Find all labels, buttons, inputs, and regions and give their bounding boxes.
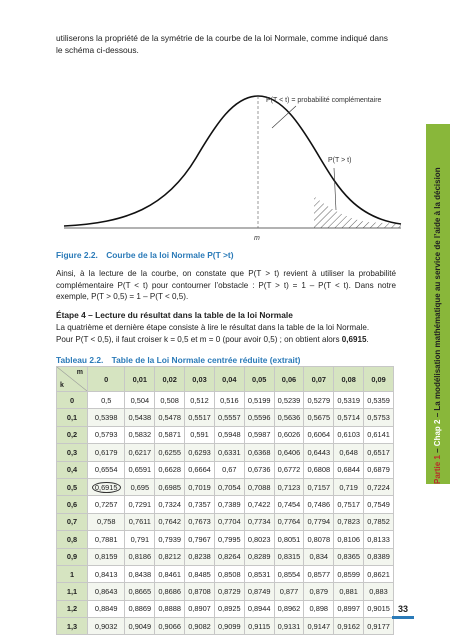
table-cell: 0,8729	[214, 583, 244, 600]
table-cell: 0,7054	[214, 478, 244, 495]
table-cell: 0,5675	[304, 409, 334, 426]
table-row	[57, 565, 394, 582]
table-cell: 0,6179	[88, 444, 125, 461]
table-cell: 0,6808	[304, 461, 334, 478]
paragraph-step4	[56, 322, 396, 345]
column-header: 0	[88, 367, 125, 392]
table-cell: 0,8438	[125, 565, 155, 582]
table-cell: 0,879	[304, 583, 334, 600]
table-cell: 0,8577	[304, 565, 334, 582]
table-cell: 0,8023	[244, 531, 274, 548]
corner-k-label: k	[60, 382, 64, 389]
side-part-label: Partie 1	[433, 455, 442, 484]
row-header: 0,1	[57, 409, 88, 426]
normal-table	[56, 366, 394, 635]
table-cell: 0,719	[334, 478, 364, 495]
table-cell: 0,5753	[364, 409, 394, 426]
table-cell: 0,7764	[274, 513, 304, 530]
side-title-label: La modélisation mathématique au service de l’aide à la décision	[433, 167, 442, 411]
table-cell: 0,7549	[364, 496, 394, 513]
table-cell: 0,9177	[364, 618, 394, 635]
side-chap-label: Chap 2	[433, 419, 442, 447]
table-cell: 0,877	[274, 583, 304, 600]
table-cell: 0,512	[185, 392, 215, 409]
table-row	[57, 444, 394, 461]
table-cell: 0,6879	[364, 461, 394, 478]
table-cell: 0,5596	[244, 409, 274, 426]
table-cell: 0,9082	[185, 618, 215, 635]
table-row	[57, 513, 394, 530]
table-cell: 0,5359	[364, 392, 394, 409]
table-cell: 0,8485	[185, 565, 215, 582]
table-caption-text: Table de la Loi Normale centrée réduite (extrait)	[111, 355, 301, 365]
table-cell: 0,8389	[364, 548, 394, 565]
table-cell: 0,6406	[274, 444, 304, 461]
table-cell: 0,7422	[244, 496, 274, 513]
table-cell: 0,7704	[214, 513, 244, 530]
table-cell: 0,8962	[274, 600, 304, 617]
table-cell: 0,881	[334, 583, 364, 600]
table-cell: 0,5239	[274, 392, 304, 409]
table-cell: 0,7852	[364, 513, 394, 530]
table-cell: 0,7257	[88, 496, 125, 513]
paragraph-step4-end: .	[366, 334, 369, 344]
table-cell: 0,7673	[185, 513, 215, 530]
normal-curve-figure	[56, 68, 406, 246]
table-cell: 0,6736	[244, 461, 274, 478]
table-cell: 0,9131	[274, 618, 304, 635]
table-row	[57, 583, 394, 600]
table-cell: 0,7291	[125, 496, 155, 513]
table-cell: 0,8106	[334, 531, 364, 548]
table-cell: 0,7389	[214, 496, 244, 513]
table-cell: 0,5793	[88, 426, 125, 443]
table-cell: 0,7088	[244, 478, 274, 495]
table-cell: 0,6217	[125, 444, 155, 461]
row-header: 0	[57, 392, 88, 409]
table-cell: 0,8133	[364, 531, 394, 548]
table-cell: 0,9049	[125, 618, 155, 635]
figure-caption-label: Figure 2.2.	[56, 250, 98, 260]
table-cell: 0,516	[214, 392, 244, 409]
table-row	[57, 618, 394, 635]
column-header: 0,09	[364, 367, 394, 392]
table-cell: 0,7157	[304, 478, 334, 495]
table-cell: 0,8051	[274, 531, 304, 548]
column-header: 0,08	[334, 367, 364, 392]
table-cell: 0,6554	[88, 461, 125, 478]
table-cell: 0,695	[125, 478, 155, 495]
table-row	[57, 600, 394, 617]
table-cell: 0,8212	[155, 548, 185, 565]
tail-arrow	[334, 168, 336, 210]
table-cell: 0,5987	[244, 426, 274, 443]
table-cell: 0,7324	[155, 496, 185, 513]
tail-area	[314, 196, 401, 228]
table-cell: 0,6443	[304, 444, 334, 461]
table-cell: 0,8907	[185, 600, 215, 617]
result-value: 0,6915	[341, 334, 367, 344]
table-cell: 0,883	[364, 583, 394, 600]
table-cell: 0,7642	[155, 513, 185, 530]
table-cell: 0,5948	[214, 426, 244, 443]
table-cell: 0,8749	[244, 583, 274, 600]
table-cell: 0,6628	[155, 461, 185, 478]
table-cell: 0,8997	[334, 600, 364, 617]
intro-paragraph: utiliserons la propriété de la symétrie de la courbe de la loi Normale, comme indiqué dans le schéma ci-dessous.	[56, 33, 388, 55]
paragraph-complement: Ainsi, à la lecture de la courbe, on constate que P(T > t) revient à utiliser la probabilité complémentaire P(T < t) pour contourner l’obstacle : P(T > t) = 1 – P(T < t). Dans notre exemple, P(T > 0,5) = 1 – P(T < 0,5).	[56, 269, 396, 302]
table-cell: 0,6985	[155, 478, 185, 495]
table-cell: 0,5714	[334, 409, 364, 426]
page-number: 33	[392, 602, 414, 619]
table-row	[57, 478, 394, 495]
table-cell: 0,8621	[364, 565, 394, 582]
table-cell: 0,6844	[334, 461, 364, 478]
table-body	[57, 392, 394, 635]
paragraph-step4-a: La quatrième et dernière étape consiste à lire le résultat dans la table de la loi Normale.	[56, 323, 370, 332]
table-cell: 0,6664	[185, 461, 215, 478]
table-row	[57, 531, 394, 548]
row-header: 0,4	[57, 461, 88, 478]
table-cell: 0,8944	[244, 600, 274, 617]
table-cell: 0,6255	[155, 444, 185, 461]
column-header: 0,04	[214, 367, 244, 392]
row-header: 1,3	[57, 618, 88, 635]
table-cell: 0,7823	[334, 513, 364, 530]
row-header: 0,8	[57, 531, 88, 548]
table-cell: 0,8554	[274, 565, 304, 582]
table-cell: 0,8159	[88, 548, 125, 565]
table-cell: 0,8531	[244, 565, 274, 582]
table-row	[57, 461, 394, 478]
table-cell: 0,8665	[125, 583, 155, 600]
row-header: 0,7	[57, 513, 88, 530]
table-cell: 0,898	[304, 600, 334, 617]
table-cell: 0,7995	[214, 531, 244, 548]
table-cell: 0,6064	[304, 426, 334, 443]
table-cell: 0,8686	[155, 583, 185, 600]
table-cell: 0,5832	[125, 426, 155, 443]
table-cell: 0,6103	[334, 426, 364, 443]
table-cell: 0,5199	[244, 392, 274, 409]
table-cell: 0,5478	[155, 409, 185, 426]
table-cell: 0,6368	[244, 444, 274, 461]
figure-caption	[56, 250, 234, 260]
table-cell: 0,9032	[88, 618, 125, 635]
table-cell: 0,7019	[185, 478, 215, 495]
table-caption	[56, 355, 300, 365]
table-cell: 0,8643	[88, 583, 125, 600]
table-cell: 0,6591	[125, 461, 155, 478]
table-cell: 0,7734	[244, 513, 274, 530]
table-cell: 0,7611	[125, 513, 155, 530]
tail-label: P(T > t)	[328, 157, 352, 164]
table-cell: 0,9066	[155, 618, 185, 635]
table-cell: 0,7224	[364, 478, 394, 495]
table-cell: 0,7454	[274, 496, 304, 513]
table-cell: 0,8413	[88, 565, 125, 582]
table-cell: 0,8289	[244, 548, 274, 565]
table-header-row	[57, 367, 394, 392]
mean-label: m	[254, 235, 260, 242]
step4-title: Étape 4 – Lecture du résultat dans la table de la loi Normale	[56, 310, 293, 320]
table-cell: 0,8599	[334, 565, 364, 582]
column-header: 0,05	[244, 367, 274, 392]
table-cell: 0,5636	[274, 409, 304, 426]
table-cell: 0,758	[88, 513, 125, 530]
table-cell: 0,6331	[214, 444, 244, 461]
complement-label: P(T < t) = probabilité complémentaire	[266, 97, 382, 104]
table-cell: 0,9099	[214, 618, 244, 635]
table-cell: 0,7486	[304, 496, 334, 513]
table-cell: 0,9162	[334, 618, 364, 635]
column-header: 0,01	[125, 367, 155, 392]
table-cell: 0,9015	[364, 600, 394, 617]
table-cell: 0,8315	[274, 548, 304, 565]
table-cell: 0,7939	[155, 531, 185, 548]
table-cell: 0,9115	[244, 618, 274, 635]
table-cell: 0,7881	[88, 531, 125, 548]
table-cell: 0,791	[125, 531, 155, 548]
table-cell: 0,8888	[155, 600, 185, 617]
row-header: 0,5	[57, 478, 88, 495]
table-cell: 0,7517	[334, 496, 364, 513]
row-header: 0,3	[57, 444, 88, 461]
row-header: 1,1	[57, 583, 88, 600]
column-header: 0,02	[155, 367, 185, 392]
table-cell: 0,8461	[155, 565, 185, 582]
table-cell: 0,834	[304, 548, 334, 565]
table-cell: 0,8869	[125, 600, 155, 617]
paragraph-step4-b: Pour P(T < 0,5), il faut croiser k = 0,5 et m = 0 (pour avoir 0,5) ; on obtient alors	[56, 334, 342, 344]
table-cell: 0,5871	[155, 426, 185, 443]
table-caption-label: Tableau 2.2.	[56, 355, 104, 365]
table-cell: 0,8508	[214, 565, 244, 582]
row-header: 0,9	[57, 548, 88, 565]
table-cell: 0,6517	[364, 444, 394, 461]
table-cell: 0,8264	[214, 548, 244, 565]
table-cell: 0,8365	[334, 548, 364, 565]
table-cell: 0,8849	[88, 600, 125, 617]
table-cell: 0,7967	[185, 531, 215, 548]
table-cell: 0,8238	[185, 548, 215, 565]
table-row	[57, 426, 394, 443]
table-cell: 0,504	[125, 392, 155, 409]
table-cell: 0,6141	[364, 426, 394, 443]
table-cell: 0,5557	[214, 409, 244, 426]
table-cell: 0,8078	[304, 531, 334, 548]
table-cell: 0,5438	[125, 409, 155, 426]
table-row	[57, 496, 394, 513]
table-cell: 0,8186	[125, 548, 155, 565]
table-cell: 0,6026	[274, 426, 304, 443]
table-cell: 0,9147	[304, 618, 334, 635]
table-cell: 0,508	[155, 392, 185, 409]
table-cell: 0,5	[88, 392, 125, 409]
highlighted-cell-value: 0,6915	[92, 482, 121, 493]
row-header: 0,6	[57, 496, 88, 513]
table-cell: 0,67	[214, 461, 244, 478]
table-cell: 0,648	[334, 444, 364, 461]
table-cell: 0,7794	[304, 513, 334, 530]
table-cell	[88, 478, 125, 495]
row-header: 1	[57, 565, 88, 582]
table-row	[57, 392, 394, 409]
column-header: 0,03	[185, 367, 215, 392]
row-header: 1,2	[57, 600, 88, 617]
corner-m-label: m	[76, 369, 83, 376]
row-header: 0,2	[57, 426, 88, 443]
table-cell: 0,5279	[304, 392, 334, 409]
table-cell: 0,7357	[185, 496, 215, 513]
column-header: 0,07	[304, 367, 334, 392]
column-header: 0,06	[274, 367, 304, 392]
table-cell: 0,8708	[185, 583, 215, 600]
table-cell: 0,6293	[185, 444, 215, 461]
figure-caption-text: Courbe de la loi Normale P(T >t)	[106, 250, 234, 260]
table-cell: 0,7123	[274, 478, 304, 495]
table-cell: 0,591	[185, 426, 215, 443]
table-corner-cell	[57, 367, 88, 392]
table-row	[57, 548, 394, 565]
table-row	[57, 409, 394, 426]
table-cell: 0,5319	[334, 392, 364, 409]
side-tab-text: Partie 1 – Chap 2 – La modélisation mathématique au service de l’aide à la décision	[433, 167, 442, 484]
table-cell: 0,5517	[185, 409, 215, 426]
table-cell: 0,6772	[274, 461, 304, 478]
table-cell: 0,8925	[214, 600, 244, 617]
table-cell: 0,5398	[88, 409, 125, 426]
